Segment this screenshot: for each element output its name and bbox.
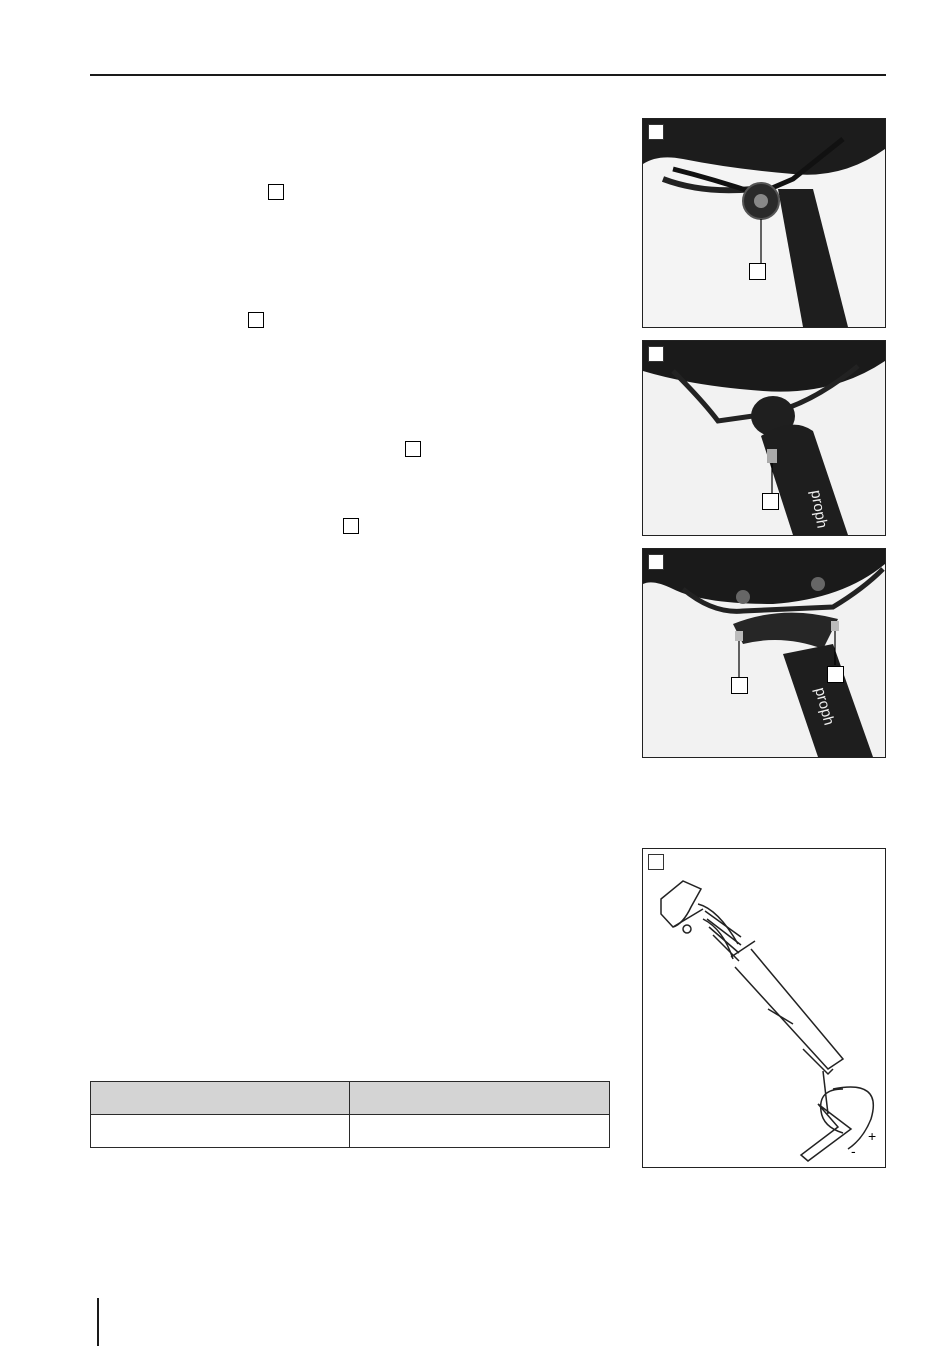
minus-sign: - [851,1143,856,1159]
figure-number-tag [648,124,664,140]
header-rule [90,74,886,76]
figure-seat-angle-screws [642,548,886,758]
table-cell [350,1115,610,1148]
inline-marker-4 [343,518,359,534]
figure-seat-clamp-screw [642,340,886,536]
inline-marker-2 [248,312,264,328]
callout-angle-screw-right [827,666,844,683]
figure-number-tag [648,554,664,570]
table-header-cell [91,1082,350,1115]
logo-text: proph [811,685,838,728]
callout-nut [749,263,766,280]
plus-sign: + [868,1128,877,1144]
inline-marker-1 [268,184,284,200]
footer-margin-rule [97,1298,99,1346]
table-row [91,1115,610,1148]
callout-angle-screw-left [731,677,748,694]
table-cell [91,1115,350,1148]
figure-number-tag [648,346,664,362]
table-header-cell [350,1082,610,1115]
spec-table [90,1081,610,1148]
seat-clamp-nut-photo [643,119,885,327]
logo-text: proph [807,488,831,530]
figure-suspension-seatpost-drawing [642,848,886,1168]
callout-clamp-screw [762,493,779,510]
table-header-row [91,1082,610,1115]
figure-number-tag [648,854,664,870]
suspension-seatpost-drawing [643,849,885,1167]
figure-seat-clamp-nut [642,118,886,328]
seat-angle-screws-photo [643,549,885,757]
inline-marker-3 [405,441,421,457]
